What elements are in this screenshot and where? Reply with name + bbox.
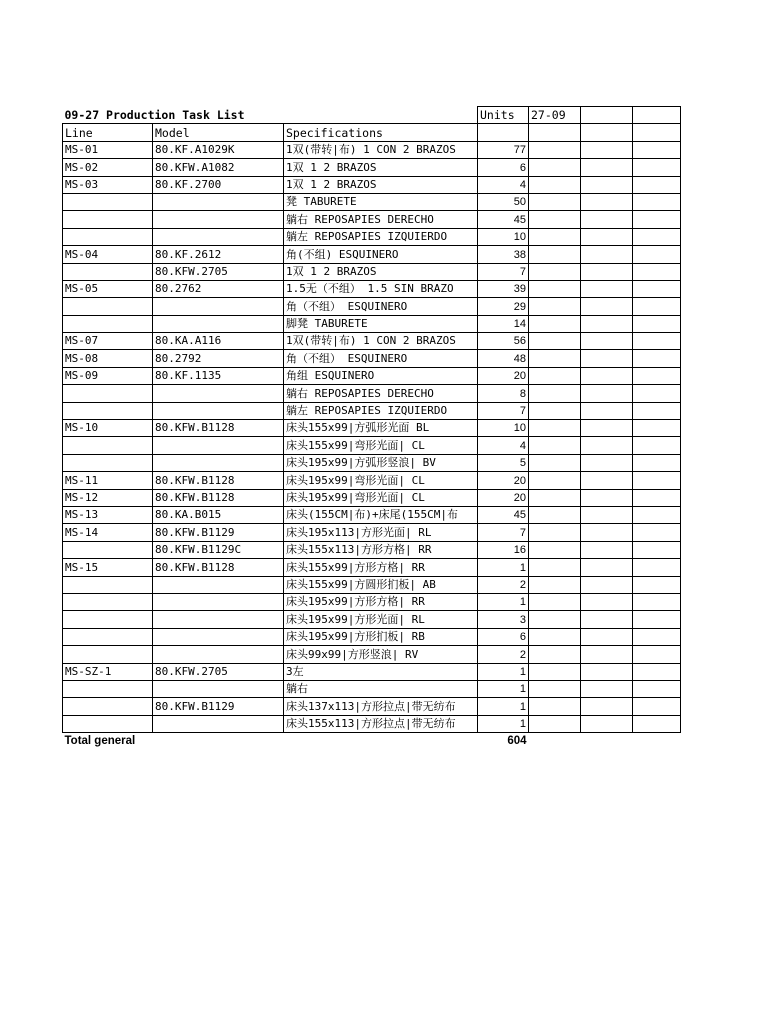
empty-cell	[529, 124, 581, 141]
empty-cell	[581, 315, 633, 332]
empty-cell	[529, 715, 581, 732]
empty-cell	[529, 437, 581, 454]
line-cell	[63, 698, 153, 715]
title-row	[63, 107, 681, 124]
units-header: Units	[478, 107, 529, 124]
empty-cell	[581, 193, 633, 210]
units-cell: 1	[478, 593, 529, 610]
model-cell	[153, 402, 284, 419]
units-cell: 6	[478, 628, 529, 645]
spec-cell: 床头155x99|方圆形扪板| AB	[284, 576, 478, 593]
empty-cell	[633, 489, 681, 506]
empty-cell	[581, 454, 633, 471]
empty-cell	[581, 628, 633, 645]
empty-cell	[529, 559, 581, 576]
empty-cell	[529, 211, 581, 228]
empty-cell	[581, 593, 633, 610]
empty-cell	[633, 454, 681, 471]
model-cell: 80.KFW.B1129	[153, 524, 284, 541]
empty-cell	[581, 559, 633, 576]
empty-cell	[633, 437, 681, 454]
spec-cell: 床头195x99|方形光面| RL	[284, 611, 478, 628]
model-cell	[153, 385, 284, 402]
line-cell: MS-05	[63, 280, 153, 297]
table-row	[63, 506, 681, 523]
spec-cell: 躺右 REPOSAPIES DERECHO	[284, 211, 478, 228]
model-cell	[153, 715, 284, 732]
line-header: Line	[63, 124, 153, 141]
empty-cell	[581, 107, 633, 124]
table-row	[63, 628, 681, 645]
empty-cell	[581, 541, 633, 558]
table-row	[63, 385, 681, 402]
empty-cell	[633, 367, 681, 384]
spec-cell: 角组 ESQUINERO	[284, 367, 478, 384]
empty-cell	[529, 576, 581, 593]
empty-cell	[633, 333, 681, 350]
model-cell	[153, 211, 284, 228]
spec-cell: 1双 1 2 BRAZOS	[284, 263, 478, 280]
empty-cell	[581, 350, 633, 367]
model-cell: 80.KFW.B1128	[153, 420, 284, 437]
table-row	[63, 489, 681, 506]
spec-cell: 床头155x113|方形方格| RR	[284, 541, 478, 558]
empty-cell	[529, 350, 581, 367]
table-row	[63, 472, 681, 489]
units-cell: 4	[478, 176, 529, 193]
spec-cell: 床头195x99|弯形光面| CL	[284, 472, 478, 489]
units-cell: 1	[478, 663, 529, 680]
units-cell: 29	[478, 298, 529, 315]
spec-cell: 1双(带转|布) 1 CON 2 BRAZOS	[284, 333, 478, 350]
line-cell	[63, 715, 153, 732]
spec-cell: 床头195x99|弯形光面| CL	[284, 489, 478, 506]
table-row	[63, 663, 681, 680]
model-cell	[153, 611, 284, 628]
units-cell: 7	[478, 524, 529, 541]
model-cell	[153, 680, 284, 697]
table-row	[63, 141, 681, 158]
units-cell: 38	[478, 246, 529, 263]
empty-cell	[529, 472, 581, 489]
empty-cell	[633, 350, 681, 367]
empty-cell	[581, 124, 633, 141]
empty-cell	[529, 680, 581, 697]
model-cell	[153, 298, 284, 315]
units-cell: 14	[478, 315, 529, 332]
empty-cell	[581, 159, 633, 176]
model-cell: 80.KA.A116	[153, 333, 284, 350]
empty-cell	[581, 715, 633, 732]
units-cell: 8	[478, 385, 529, 402]
total-value: 604	[507, 735, 527, 748]
empty-cell	[633, 593, 681, 610]
units-cell: 1	[478, 715, 529, 732]
table-row	[63, 176, 681, 193]
empty-cell	[633, 176, 681, 193]
table-row	[63, 680, 681, 697]
spec-cell: 1双 1 2 BRAZOS	[284, 176, 478, 193]
model-cell: 80.KF.A1029K	[153, 141, 284, 158]
spec-cell: 床头195x99|方形方格| RR	[284, 593, 478, 610]
units-cell: 20	[478, 367, 529, 384]
empty-cell	[633, 680, 681, 697]
empty-cell	[633, 298, 681, 315]
table-row	[63, 524, 681, 541]
table-row	[63, 576, 681, 593]
empty-cell	[529, 611, 581, 628]
table-row	[63, 454, 681, 471]
empty-cell	[529, 733, 581, 750]
empty-cell	[581, 263, 633, 280]
line-cell	[63, 454, 153, 471]
model-cell: 80.KFW.B1128	[153, 489, 284, 506]
units-cell: 1	[478, 698, 529, 715]
empty-cell	[529, 280, 581, 297]
empty-cell	[529, 176, 581, 193]
table-row	[63, 228, 681, 245]
units-cell: 45	[478, 506, 529, 523]
line-cell: MS-04	[63, 246, 153, 263]
empty-cell	[529, 159, 581, 176]
spec-cell: 角（不组） ESQUINERO	[284, 298, 478, 315]
units-cell: 39	[478, 280, 529, 297]
units-cell: 1	[478, 680, 529, 697]
model-cell	[153, 646, 284, 663]
column-header-row	[63, 124, 681, 141]
empty-cell	[284, 733, 478, 750]
empty-cell	[529, 489, 581, 506]
empty-cell	[633, 646, 681, 663]
line-cell	[63, 315, 153, 332]
empty-cell	[581, 698, 633, 715]
table-row	[63, 367, 681, 384]
spec-cell: 1双 1 2 BRAZOS	[284, 159, 478, 176]
units-cell: 7	[478, 402, 529, 419]
spec-cell: 床头195x113|方形光面| RL	[284, 524, 478, 541]
empty-cell	[581, 333, 633, 350]
empty-cell	[529, 315, 581, 332]
empty-cell	[581, 141, 633, 158]
empty-cell	[529, 298, 581, 315]
empty-cell	[581, 611, 633, 628]
empty-cell	[633, 315, 681, 332]
spec-cell: 躺左 REPOSAPIES IZQUIERDO	[284, 402, 478, 419]
line-cell: MS-01	[63, 141, 153, 158]
empty-cell	[633, 541, 681, 558]
line-cell	[63, 193, 153, 210]
empty-cell	[581, 680, 633, 697]
empty-cell	[529, 246, 581, 263]
empty-cell	[633, 559, 681, 576]
empty-cell	[529, 698, 581, 715]
model-cell: 80.KF.2612	[153, 246, 284, 263]
spec-cell: 床头99x99|方形竖浪| RV	[284, 646, 478, 663]
empty-cell	[581, 646, 633, 663]
spec-cell: 床头155x99|方形方格| RR	[284, 559, 478, 576]
line-cell	[63, 437, 153, 454]
empty-cell	[478, 124, 529, 141]
empty-cell	[529, 524, 581, 541]
empty-cell	[581, 472, 633, 489]
empty-cell	[633, 524, 681, 541]
total-label: Total general	[64, 735, 136, 748]
spec-cell: 角（不组） ESQUINERO	[284, 350, 478, 367]
model-cell	[153, 593, 284, 610]
line-cell: MS-10	[63, 420, 153, 437]
empty-cell	[529, 333, 581, 350]
spec-cell: 床头(155CM|布)+床尾(155CM|布	[284, 506, 478, 523]
empty-cell	[529, 420, 581, 437]
table-row	[63, 263, 681, 280]
model-cell	[153, 454, 284, 471]
empty-cell	[633, 107, 681, 124]
model-cell	[153, 315, 284, 332]
table-row	[63, 715, 681, 732]
line-cell	[63, 298, 153, 315]
empty-cell	[529, 663, 581, 680]
line-cell	[63, 263, 153, 280]
model-cell: 80.2792	[153, 350, 284, 367]
model-cell: 80.KFW.B1129C	[153, 541, 284, 558]
spec-cell: 床头155x99|弯形光面| CL	[284, 437, 478, 454]
empty-cell	[633, 385, 681, 402]
empty-cell	[633, 211, 681, 228]
empty-cell	[581, 524, 633, 541]
units-cell: 7	[478, 263, 529, 280]
line-cell	[63, 541, 153, 558]
line-cell: MS-15	[63, 559, 153, 576]
line-cell	[63, 402, 153, 419]
model-header: Model	[153, 124, 284, 141]
empty-cell	[633, 506, 681, 523]
spec-cell: 躺右	[284, 680, 478, 697]
model-cell: 80.KF.2700	[153, 176, 284, 193]
units-cell: 2	[478, 576, 529, 593]
total-row	[63, 733, 681, 750]
table-row	[63, 698, 681, 715]
model-cell: 80.KF.1135	[153, 367, 284, 384]
line-cell	[63, 611, 153, 628]
table-row	[63, 298, 681, 315]
empty-cell	[581, 280, 633, 297]
empty-cell	[581, 489, 633, 506]
table-row	[63, 437, 681, 454]
line-cell	[63, 646, 153, 663]
units-cell: 3	[478, 611, 529, 628]
empty-cell	[529, 541, 581, 558]
line-cell	[63, 576, 153, 593]
empty-cell	[581, 437, 633, 454]
line-cell	[63, 211, 153, 228]
units-cell: 10	[478, 420, 529, 437]
empty-cell	[581, 385, 633, 402]
empty-cell	[529, 263, 581, 280]
empty-cell	[633, 628, 681, 645]
empty-cell	[633, 228, 681, 245]
empty-cell	[633, 402, 681, 419]
empty-cell	[581, 176, 633, 193]
empty-cell	[581, 246, 633, 263]
table-row	[63, 593, 681, 610]
table-row	[63, 611, 681, 628]
empty-cell	[581, 420, 633, 437]
line-cell: MS-14	[63, 524, 153, 541]
spec-cell: 1.5无（不组） 1.5 SIN BRAZO	[284, 280, 478, 297]
empty-cell	[633, 246, 681, 263]
units-cell: 50	[478, 193, 529, 210]
model-cell	[153, 193, 284, 210]
empty-cell	[529, 646, 581, 663]
spec-cell: 床头195x99|方形扪板| RB	[284, 628, 478, 645]
line-cell: MS-09	[63, 367, 153, 384]
line-cell: MS-03	[63, 176, 153, 193]
table-row	[63, 246, 681, 263]
spec-cell: 床头155x99|方弧形光面 BL	[284, 420, 478, 437]
model-cell: 80.2762	[153, 280, 284, 297]
date-header: 27-09	[529, 107, 581, 124]
empty-cell	[633, 141, 681, 158]
line-cell: MS-07	[63, 333, 153, 350]
empty-cell	[529, 193, 581, 210]
units-cell: 5	[478, 454, 529, 471]
empty-cell	[633, 698, 681, 715]
units-cell: 16	[478, 541, 529, 558]
table-row	[63, 559, 681, 576]
spec-cell: 3左	[284, 663, 478, 680]
line-cell	[63, 228, 153, 245]
table-row	[63, 402, 681, 419]
empty-cell	[581, 733, 633, 750]
empty-cell	[529, 385, 581, 402]
table-row	[63, 211, 681, 228]
empty-cell	[633, 576, 681, 593]
empty-cell	[529, 367, 581, 384]
empty-cell	[581, 367, 633, 384]
units-cell: 10	[478, 228, 529, 245]
units-cell: 6	[478, 159, 529, 176]
spec-cell: 躺左 REPOSAPIES IZQUIERDO	[284, 228, 478, 245]
empty-cell	[529, 228, 581, 245]
empty-cell	[529, 506, 581, 523]
empty-cell	[529, 402, 581, 419]
line-cell	[63, 593, 153, 610]
empty-cell	[581, 298, 633, 315]
line-cell: MS-13	[63, 506, 153, 523]
table-row	[63, 420, 681, 437]
units-cell: 2	[478, 646, 529, 663]
model-cell: 80.KFW.2705	[153, 663, 284, 680]
model-cell: 80.KFW.B1129	[153, 698, 284, 715]
empty-cell	[633, 159, 681, 176]
empty-cell	[581, 228, 633, 245]
empty-cell	[529, 454, 581, 471]
spec-cell: 凳 TABURETE	[284, 193, 478, 210]
spec-cell: 床头137x113|方形拉点|带无纺布	[284, 698, 478, 715]
empty-cell	[581, 663, 633, 680]
empty-cell	[633, 715, 681, 732]
spec-cell: 床头195x99|方弧形竖浪| BV	[284, 454, 478, 471]
model-cell	[153, 628, 284, 645]
line-cell	[63, 628, 153, 645]
empty-cell	[529, 593, 581, 610]
table-row	[63, 280, 681, 297]
empty-cell	[633, 263, 681, 280]
empty-cell	[529, 628, 581, 645]
line-cell: MS-12	[63, 489, 153, 506]
empty-cell	[529, 141, 581, 158]
empty-cell	[633, 733, 681, 750]
model-cell	[153, 228, 284, 245]
line-cell: MS-02	[63, 159, 153, 176]
units-cell: 45	[478, 211, 529, 228]
spec-cell: 角(不组) ESQUINERO	[284, 246, 478, 263]
spec-cell: 床头155x113|方形拉点|带无纺布	[284, 715, 478, 732]
units-cell: 48	[478, 350, 529, 367]
model-cell: 80.KFW.B1128	[153, 559, 284, 576]
table-row	[63, 333, 681, 350]
line-cell	[63, 680, 153, 697]
empty-cell	[633, 420, 681, 437]
empty-cell	[581, 211, 633, 228]
production-task-table	[62, 106, 681, 749]
spec-cell: 脚凳 TABURETE	[284, 315, 478, 332]
units-cell: 20	[478, 472, 529, 489]
spec-header: Specifications	[284, 124, 478, 141]
model-cell: 80.KFW.A1082	[153, 159, 284, 176]
empty-cell	[581, 576, 633, 593]
units-cell: 4	[478, 437, 529, 454]
model-cell	[153, 437, 284, 454]
empty-cell	[581, 506, 633, 523]
table-row	[63, 193, 681, 210]
empty-cell	[633, 472, 681, 489]
empty-cell	[581, 402, 633, 419]
line-cell: MS-SZ-1	[63, 663, 153, 680]
units-cell: 20	[478, 489, 529, 506]
model-cell: 80.KFW.2705	[153, 263, 284, 280]
table-row	[63, 350, 681, 367]
line-cell: MS-11	[63, 472, 153, 489]
spec-cell: 躺右 REPOSAPIES DERECHO	[284, 385, 478, 402]
model-cell: 80.KA.B015	[153, 506, 284, 523]
units-cell: 1	[478, 559, 529, 576]
empty-cell	[633, 611, 681, 628]
empty-cell	[633, 663, 681, 680]
units-cell: 77	[478, 141, 529, 158]
empty-cell	[633, 280, 681, 297]
empty-cell	[633, 124, 681, 141]
empty-cell	[633, 193, 681, 210]
table-row	[63, 315, 681, 332]
model-cell	[153, 576, 284, 593]
line-cell: MS-08	[63, 350, 153, 367]
sheet-title: 09-27 Production Task List	[63, 107, 478, 124]
table-row	[63, 159, 681, 176]
units-cell: 56	[478, 333, 529, 350]
model-cell: 80.KFW.B1128	[153, 472, 284, 489]
spec-cell: 1双(带转|布) 1 CON 2 BRAZOS	[284, 141, 478, 158]
table-row	[63, 646, 681, 663]
line-cell	[63, 385, 153, 402]
table-row	[63, 541, 681, 558]
